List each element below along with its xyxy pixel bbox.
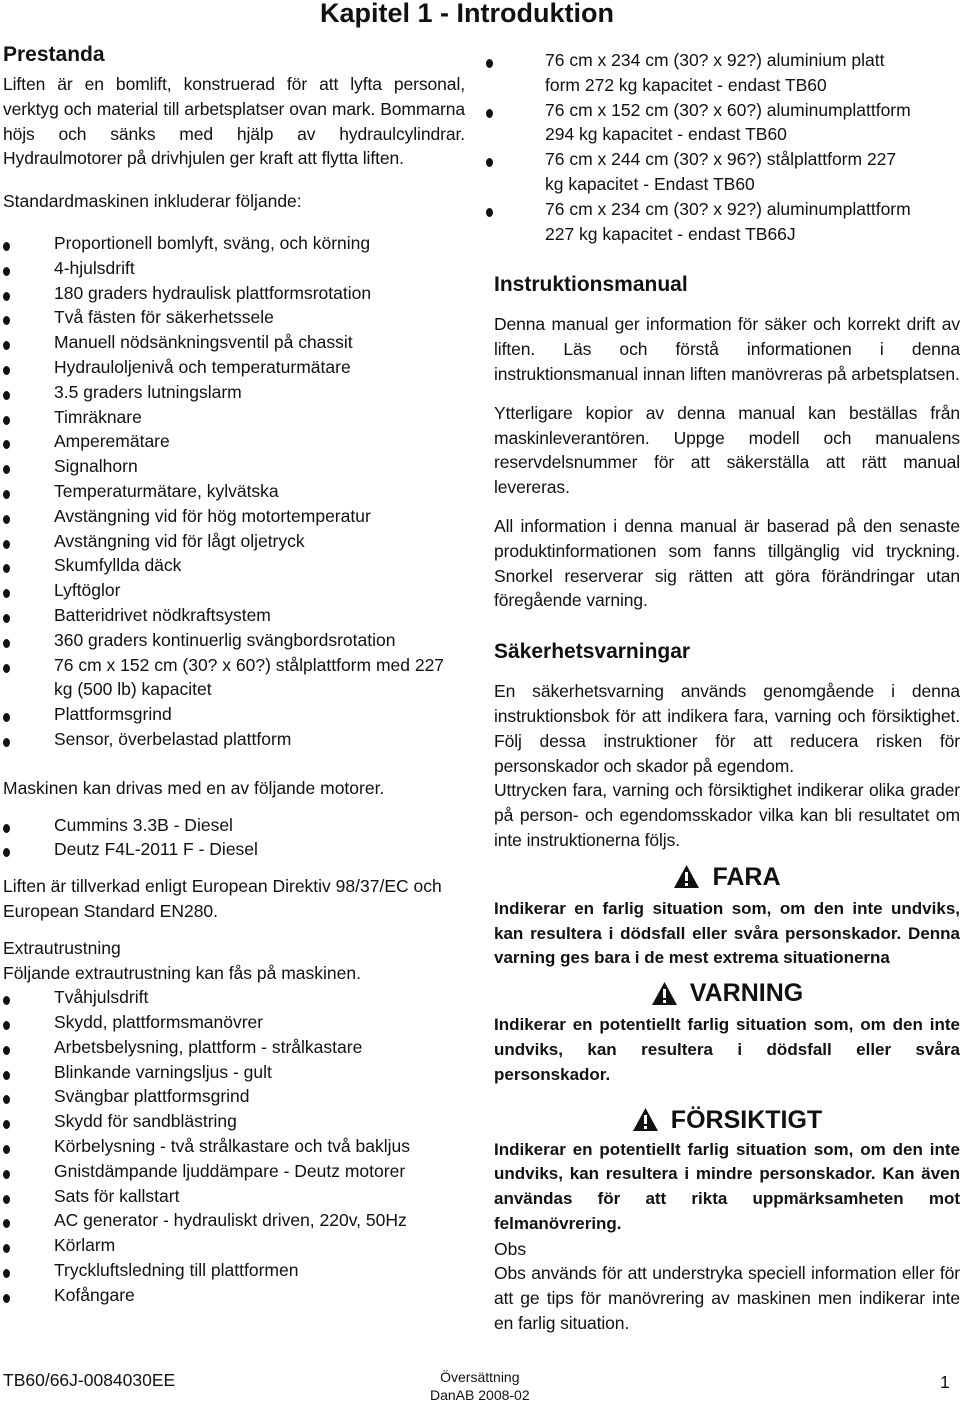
list-item: 3.5 graders lutningslarm [3, 380, 465, 405]
prestanda-heading: Prestanda [3, 43, 105, 66]
fara-title: FARA [712, 862, 781, 891]
list-item: Tvåhjulsdrift [3, 985, 465, 1010]
chapter-title: Kapitel 1 - Introduktion [320, 0, 614, 28]
list-item: 4-hjulsdrift [3, 256, 465, 281]
obs-text: Obs används för att understryka speciell information eller för att ge tips för manövrering av maskinen men indikerar inte en farlig situation. [494, 1263, 960, 1334]
safety-paragraph-2: Uttrycken fara, varning och försiktighet indikerar olika grader på person- och egendomsskador vilka kan bli resultatet om inte instruktionerna följs. [494, 780, 960, 850]
manual-paragraph-3: All information i denna manual är baserad på den senaste produktinformationen som fanns tillgänglig vid tryckning. Snorkel reserverar sig rätten att göra förändringar utan föregående varning. [494, 515, 960, 611]
standard-label: Standardmaskinen inkluderar följande: [3, 191, 302, 212]
list-item: Avstängning vid för hög motortemperatur [3, 504, 465, 529]
list-item: Manuell nödsänkningsventil på chassit [3, 330, 465, 355]
list-item: 76 cm x 152 cm (30? x 60?) aluminumplattform 294 kg kapacitet - endast TB60 [494, 98, 935, 148]
footer-translator: DanAB 2008-02 [430, 1387, 530, 1403]
forsiktigt-text: Indikerar en potentiellt farlig situation som, om den inte undviks, kan resultera i mindre personskador. Kan även användas för att rikta uppmärksamheten mot felmanövrering. [494, 1139, 960, 1233]
fara-header [494, 861, 960, 893]
list-item: AC generator - hydrauliskt driven, 220v, 50Hz [3, 1208, 465, 1233]
list-item: Sensor, överbelastad plattform [3, 727, 465, 752]
extra-list [3, 985, 465, 1307]
list-item: Avstängning vid för lågt oljetryck [3, 529, 465, 554]
warning-triangle-icon [651, 981, 678, 1006]
manual-paragraph-1: Denna manual ger information för säker och korrekt drift av liften. Läs och förstå informationen i denna instruktionsmanual innan liften manövreras på arbetsplatsen. [494, 314, 960, 384]
list-item: Körlarm [3, 1233, 465, 1258]
list-item: Hydrauloljenivå och temperaturmätare [3, 355, 465, 380]
list-item: 180 graders hydraulisk plattformsrotation [3, 281, 465, 306]
obs-label: Obs [494, 1238, 527, 1259]
list-item: Proportionell bomlyft, sväng, och körning [3, 231, 465, 256]
list-item: 76 cm x 244 cm (30? x 96?) stålplattform 227 kg kapacitet - Endast TB60 [494, 147, 915, 197]
right-column [494, 48, 960, 1336]
left-column [3, 42, 465, 1308]
platform-list [494, 48, 960, 246]
list-item: Körbelysning - två strålkastare och två bakljus [3, 1134, 465, 1159]
directive-text: Liften är tillverkad enligt European Direktiv 98/37/EC och European Standard EN280. [3, 876, 442, 921]
warning-triangle-icon [673, 864, 700, 889]
list-item: Skydd för sandblästring [3, 1109, 465, 1134]
extra-label: Följande extrautrustning kan fås på maskinen. [3, 962, 361, 983]
list-item: 76 cm x 234 cm (30? x 92?) aluminium platt form 272 kg kapacitet - endast TB60 [494, 48, 905, 98]
list-item: Plattformsgrind [3, 702, 465, 727]
footer-doc-number: TB60/66J-0084030EE [3, 1370, 176, 1390]
page-number: 1 [940, 1372, 950, 1392]
list-item: Amperemätare [3, 429, 465, 454]
prestanda-intro: Liften är en bomlift, konstruerad för att lyfta personal, verktyg och material till arbetsplatser ovan mark. Bommarna höjs och sänks med hjälp av hydraulcylindrar. Hydraulmotorer på drivhjulen ger kraft att flytta liften. [3, 74, 465, 169]
fara-text: Indikerar en farlig situation som, om den inte undviks, kan resultera i dödsfall eller svåra personskador. Denna varning ges bara i de mest extrema situationerna [494, 898, 960, 968]
list-item: Skumfyllda däck [3, 553, 465, 578]
extra-heading: Extrautrustning [3, 937, 121, 958]
list-item: Arbetsbelysning, plattform - strålkastare [3, 1035, 465, 1060]
footer-translation-label: Översättning [440, 1369, 520, 1385]
list-item: Två fästen för säkerhetssele [3, 305, 465, 330]
list-item: 76 cm x 152 cm (30? x 60?) stålplattform med 227 kg (500 lb) kapacitet [3, 653, 454, 703]
safety-paragraph-1: En säkerhetsvarning används genomgående i denna instruktionsbok för att indikera fara, varning och försiktighet. Följ dessa instruktioner för att reducera risken för personskador och skador på egendom. [494, 681, 960, 776]
motors-list [3, 813, 465, 863]
forsiktigt-title: FÖRSIKTIGT [670, 1105, 823, 1134]
varning-text: Indikerar en potentiellt farlig situation som, om den inte undviks, kan resultera i dödsfall eller svåra personskador. [494, 1015, 960, 1084]
list-item: Gnistdämpande ljuddämpare - Deutz motorer [3, 1159, 465, 1184]
manual-heading: Instruktionsmanual [494, 273, 688, 297]
list-item: Signalhorn [3, 454, 465, 479]
forsiktigt-header [494, 1104, 960, 1136]
list-item: Blinkande varningsljus - gult [3, 1060, 465, 1085]
safety-heading: Säkerhetsvarningar [494, 640, 691, 664]
manual-paragraph-2: Ytterligare kopior av denna manual kan beställas från maskinleverantören. Uppge modell och manualens reservdelsnummer för att säkerställa att rätt manual levereras. [494, 402, 960, 498]
list-item: Deutz F4L-2011 F - Diesel [3, 837, 465, 862]
list-item: Kofångare [3, 1283, 465, 1308]
list-item: Temperaturmätare, kylvätska [3, 479, 465, 504]
list-item: Batteridrivet nödkraftsystem [3, 603, 465, 628]
footer-translation [430, 1368, 530, 1404]
list-item: 360 graders kontinuerlig svängbordsrotation [3, 628, 465, 653]
varning-title: VARNING [689, 979, 804, 1008]
varning-header [494, 977, 960, 1009]
list-item: Timräknare [3, 405, 465, 430]
list-item: Tryckluftsledning till plattformen [3, 1258, 465, 1283]
warning-triangle-icon [632, 1107, 659, 1132]
list-item: Svängbar plattformsgrind [3, 1084, 465, 1109]
standard-list [3, 231, 465, 752]
list-item: Lyftöglor [3, 578, 465, 603]
list-item: Sats för kallstart [3, 1184, 465, 1209]
motors-label: Maskinen kan drivas med en av följande motorer. [3, 777, 385, 798]
list-item: Cummins 3.3B - Diesel [3, 813, 465, 838]
list-item: 76 cm x 234 cm (30? x 92?) aluminumplattform 227 kg kapacitet - endast TB66J [494, 197, 935, 247]
list-item: Skydd, plattformsmanövrer [3, 1010, 465, 1035]
